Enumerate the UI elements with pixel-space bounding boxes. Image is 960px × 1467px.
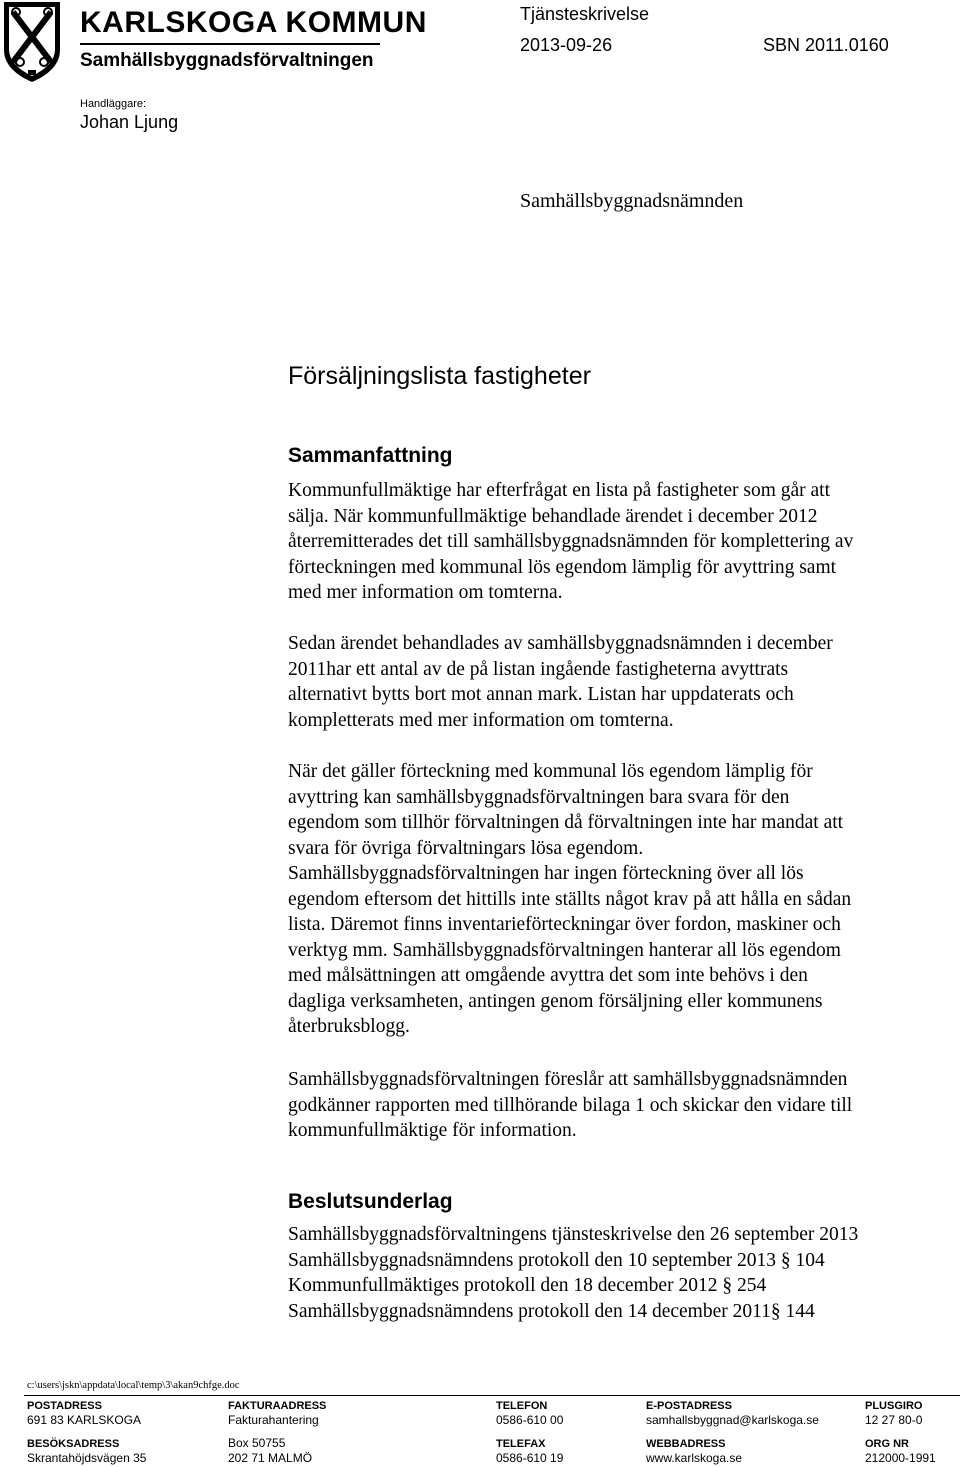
postadress-label: POSTADRESS xyxy=(27,1400,102,1412)
telefax-value: 0586-610 19 xyxy=(496,1451,564,1465)
document-date: 2013-09-26 xyxy=(520,35,613,55)
fakturaadress-line-3: 202 71 MALMÖ xyxy=(228,1451,313,1465)
besoksadress-value: Skrantahöjdsvägen 35 xyxy=(27,1451,147,1465)
summary-paragraph-2 xyxy=(288,631,948,733)
decision-basis-item: Kommunfullmäktiges protokoll den 18 december 2012 § 254 xyxy=(288,1275,767,1296)
paragraph-line: Samhällsbyggnadsförvaltningen har ingen förteckning över all lös xyxy=(288,863,804,884)
paragraph-line: kompletterats med mer information om tomterna. xyxy=(288,709,674,731)
paragraph-line: kommunfullmäktige för information. xyxy=(288,1120,577,1141)
fakturaadress-line-2: Box 50755 xyxy=(228,1436,286,1450)
paragraph-line: egendom som tillhör förvaltningen då förvaltningen inte har mandat att xyxy=(288,812,844,833)
paragraph-line: egendom eftersom det hittills inte ställts något krav på att hålla en sådan xyxy=(288,888,852,910)
telefon-label: TELEFON xyxy=(496,1400,548,1412)
epost-label: E-POSTADRESS xyxy=(646,1400,732,1412)
paragraph-line: dagliga verksamheten, antingen genom försäljning eller kommunens xyxy=(288,990,823,1012)
epost-value[interactable]: samhallsbyggnad@karlskoga.se xyxy=(646,1413,819,1427)
summary-paragraph-3 xyxy=(288,759,948,1040)
handler-label: Handläggare: xyxy=(80,98,147,110)
paragraph-line: Samhällsbyggnadsförvaltningen föreslår att samhällsbyggnadsnämnden xyxy=(288,1069,848,1090)
handler-name: Johan Ljung xyxy=(80,112,179,132)
decision-basis-item: Samhällsbyggnadsnämndens protokoll den 14 december 2011§ 144 xyxy=(288,1300,815,1322)
summary-paragraph-4 xyxy=(288,1067,948,1144)
paragraph-line: Sedan ärendet behandlades av samhällsbyggnadsnämnden i december xyxy=(288,633,833,654)
webb-label: WEBBADRESS xyxy=(646,1438,726,1450)
org-name-divider xyxy=(80,43,380,45)
summary-heading: Sammanfattning xyxy=(288,444,453,467)
plusgiro-value: 12 27 80-0 xyxy=(865,1413,923,1427)
webb-value[interactable]: www.karlskoga.se xyxy=(646,1451,743,1465)
document-reference: SBN 2011.0160 xyxy=(763,35,889,55)
telefon-value: 0586-610 00 xyxy=(496,1413,564,1427)
paragraph-line: avyttring kan samhällsbyggnadsförvaltningen bara svara för den xyxy=(288,786,790,808)
org-name: KARLSKOGA KOMMUN xyxy=(80,6,427,39)
org-department: Samhällsbyggnadsförvaltningen xyxy=(80,50,374,71)
decision-basis-item: Samhällsbyggnadsnämndens protokoll den 10 september 2013 § 104 xyxy=(288,1249,825,1271)
paragraph-line: När det gäller förteckning med kommunal lös egendom lämplig för xyxy=(288,761,813,782)
paragraph-line: alternativt bytts bort mot annan mark. Listan har uppdaterats och xyxy=(288,684,794,705)
paragraph-line: Kommunfullmäktige har efterfrågat en lista på fastigheter som går att xyxy=(288,480,831,501)
decision-basis-heading: Beslutsunderlag xyxy=(288,1190,453,1213)
decision-basis-item: Samhällsbyggnadsförvaltningens tjänsteskrivelse den 26 september 2013 xyxy=(288,1224,859,1245)
paragraph-line: med målsättningen att omgående avyttra det som inte behövs i den xyxy=(288,965,808,986)
document-title: Försäljningslista fastigheter xyxy=(288,362,591,390)
document-type: Tjänsteskrivelse xyxy=(520,4,650,24)
paragraph-line: verktyg mm. Samhällsbyggnadsförvaltningen hanterar all lös egendom xyxy=(288,939,841,961)
summary-paragraph-1 xyxy=(288,478,948,606)
paragraph-line: svara för övriga förvaltningars lösa egendom. xyxy=(288,837,644,859)
paragraph-line: återbruksblogg. xyxy=(288,1016,410,1037)
paragraph-line: 2011har ett antal av de på listan ingående fastigheterna avyttrats xyxy=(288,658,789,680)
paragraph-line: sälja. När kommunfullmäktige behandlade ärendet i december 2012 xyxy=(288,505,818,527)
paragraph-line: med mer information om tomterna. xyxy=(288,582,563,603)
plusgiro-label: PLUSGIRO xyxy=(865,1400,923,1412)
paragraph-line: lista. Däremot finns inventarieförteckningar över fordon, maskiner och xyxy=(288,914,841,935)
karlskoga-coat-of-arms-logo xyxy=(0,0,64,84)
paragraph-line: godkänner rapporten med tillhörande bilaga 1 och skickar den vidare till xyxy=(288,1094,853,1116)
paragraph-line: förteckningen med kommunal lös egendom lämplig för avyttring samt xyxy=(288,556,837,578)
file-path: c:\users\jskn\appdata\local\temp\3\akan9chfge.doc xyxy=(27,1380,240,1391)
orgnr-label: ORG NR xyxy=(865,1438,909,1450)
recipient: Samhällsbyggnadsnämnden xyxy=(520,190,744,212)
decision-basis-list xyxy=(288,1222,948,1324)
footer-divider xyxy=(24,1395,960,1396)
fakturaadress-line-1: Fakturahantering xyxy=(228,1413,319,1427)
besoksadress-label: BESÖKSADRESS xyxy=(27,1438,120,1450)
telefax-label: TELEFAX xyxy=(496,1438,546,1450)
fakturaadress-label: FAKTURAADRESS xyxy=(228,1400,327,1412)
paragraph-line: återremitterades det till samhällsbyggnadsnämnden för komplettering av xyxy=(288,531,854,552)
postadress-value: 691 83 KARLSKOGA xyxy=(27,1413,142,1427)
orgnr-value: 212000-1991 xyxy=(865,1451,936,1465)
